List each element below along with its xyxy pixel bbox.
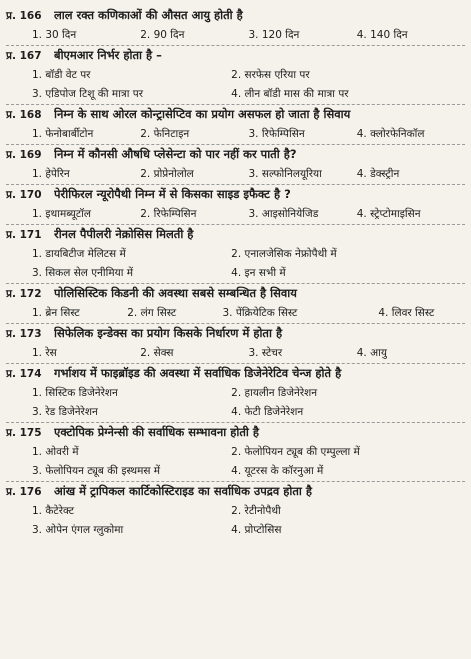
option-3: 3. एडिपोज टिशू की मात्रा पर [32, 88, 144, 100]
option-4: 4. लिवर सिस्ट [378, 307, 435, 319]
question-text: निम्न के साथ ओरल कोन्ट्रासेप्टिव का प्रयोग असफल हो जाता है सिवाय [54, 107, 351, 121]
option-2: 2. सरफेस एरिया पर [231, 69, 310, 81]
question-text: रीनल पैपीलरी नेक्रोसिस मिलती है [54, 227, 194, 241]
option-2: 2. फेनिटाइन [140, 128, 190, 140]
question-text: पेरीफिरल न्यूरोपैथी निम्न में से किसका साइड इफैक्ट है ? [54, 187, 291, 201]
option-4: 4. स्ट्रेप्टोमाइसिन [356, 208, 421, 220]
question-170 [6, 185, 465, 225]
option-1: 1. सिस्टिक डिजेनेरेशन [32, 387, 118, 399]
option-1: 1. डायबिटीज मेलिटस में [32, 248, 126, 260]
question-174 [6, 364, 465, 423]
option-1: 1. इथामब्यूटॉल [32, 208, 91, 220]
option-1: 1. हेपेरिन [32, 168, 70, 180]
question-text: सिफेलिक इन्डेक्स का प्रयोग किसके निर्धारण में होता है [54, 326, 283, 340]
option-4: 4. यूटरस के कॉरनुआ में [231, 465, 324, 477]
question-167 [6, 46, 465, 105]
option-4: 4. फेटी डिजेनेरेशन [231, 406, 304, 418]
option-3: 3. 120 दिन [248, 29, 300, 41]
option-2: 2. हायलीन डिजेनेरेशन [231, 387, 318, 399]
option-4: 4. लीन बॉडी मास की मात्रा पर [231, 88, 349, 100]
option-1: 1. रेस [32, 347, 57, 359]
question-166 [6, 6, 465, 46]
option-3: 3. सिकल सेल एनीमिया में [32, 267, 134, 279]
option-1: 1. कैटेरेक्ट [32, 505, 75, 517]
option-3: 3. स्टेचर [248, 347, 283, 359]
option-1: 1. बॉडी वेट पर [32, 69, 91, 81]
option-2: 2. फेलोपियन ट्यूब की एम्पुल्ला में [231, 446, 360, 458]
option-1: 1. 30 दिन [32, 29, 77, 41]
option-3: 3. फेलोपियन ट्यूब की इस्थमस में [32, 465, 161, 477]
question-number: प्र. 175 [6, 427, 42, 439]
question-text: गर्भाशय में फाइब्रॉइड की अवस्था में सर्वाधिक डिजेनेरेटिव चेन्ज होते है [54, 366, 342, 380]
question-number: प्र. 174 [6, 368, 42, 380]
question-text: निम्न में कौनसी औषधि प्लेसेन्टा को पार नहीं कर पाती है? [54, 147, 297, 161]
option-3: 3. रेड डिजेनेरेशन [32, 406, 98, 418]
question-text: एक्टोपिक प्रेग्नेन्सी की सर्वाधिक सम्भावना होती है [54, 425, 259, 439]
option-4: 4. क्लोरफेनिकॉल [356, 128, 425, 140]
option-2: 2. लंग सिस्ट [127, 307, 177, 319]
option-2: 2. प्रोप्रेनोलोल [140, 168, 194, 180]
option-1: 1. फेनोबार्बीटोन [32, 128, 94, 140]
option-3: 3. पेंक्रियेटिक सिस्ट [222, 307, 298, 319]
option-4: 4. आयु [356, 347, 387, 359]
option-4: 4. प्रोप्टोसिस [231, 524, 282, 536]
question-number: प्र. 166 [6, 10, 42, 22]
question-number: प्र. 167 [6, 50, 42, 62]
option-1: 1. ब्रेन सिस्ट [32, 307, 80, 319]
question-173 [6, 324, 465, 364]
question-175 [6, 423, 465, 482]
option-2: 2. एनालजेसिक नेफ्रोपैथी में [231, 248, 337, 260]
question-number: प्र. 168 [6, 109, 42, 121]
option-2: 2. 90 दिन [140, 29, 185, 41]
question-169 [6, 145, 465, 185]
option-3: 3. ओपेन एंगल ग्लुकोमा [32, 524, 124, 536]
option-4: 4. इन सभी में [231, 267, 286, 279]
option-3: 3. रिफेम्पिसिन [248, 128, 305, 140]
question-number: प्र. 172 [6, 288, 42, 300]
question-number: प्र. 169 [6, 149, 42, 161]
question-number: प्र. 173 [6, 328, 42, 340]
question-172 [6, 284, 465, 324]
question-number: प्र. 171 [6, 229, 42, 241]
question-168 [6, 105, 465, 145]
option-3: 3. आइसोनियेजिड [248, 208, 319, 220]
option-1: 1. ओवरी में [32, 446, 79, 458]
option-2: 2. रेटीनोपैथी [231, 505, 281, 517]
question-171 [6, 225, 465, 284]
question-number: प्र. 170 [6, 189, 42, 201]
option-4: 4. डेक्स्ट्रीन [356, 168, 400, 180]
question-176 [6, 482, 465, 540]
question-text: आंख में ट्रापिकल कार्टिकोस्टिराइड का सर्वाधिक उपद्रव होता है [54, 484, 313, 498]
question-text: बीएमआर निर्भर होता है – [54, 48, 162, 62]
question-number: प्र. 176 [6, 486, 42, 498]
option-4: 4. 140 दिन [356, 29, 408, 41]
option-2: 2. रिफेम्पिसिन [140, 208, 197, 220]
question-text: लाल रक्त कणिकाओं की औसत आयु होती है [54, 8, 243, 22]
option-3: 3. सल्फोनिलयूरिया [248, 168, 322, 180]
question-text: पोलिसिस्टिक किडनी की अवस्था सबसे सम्बन्धित है सिवाय [54, 286, 297, 300]
option-2: 2. सेक्स [140, 347, 174, 359]
